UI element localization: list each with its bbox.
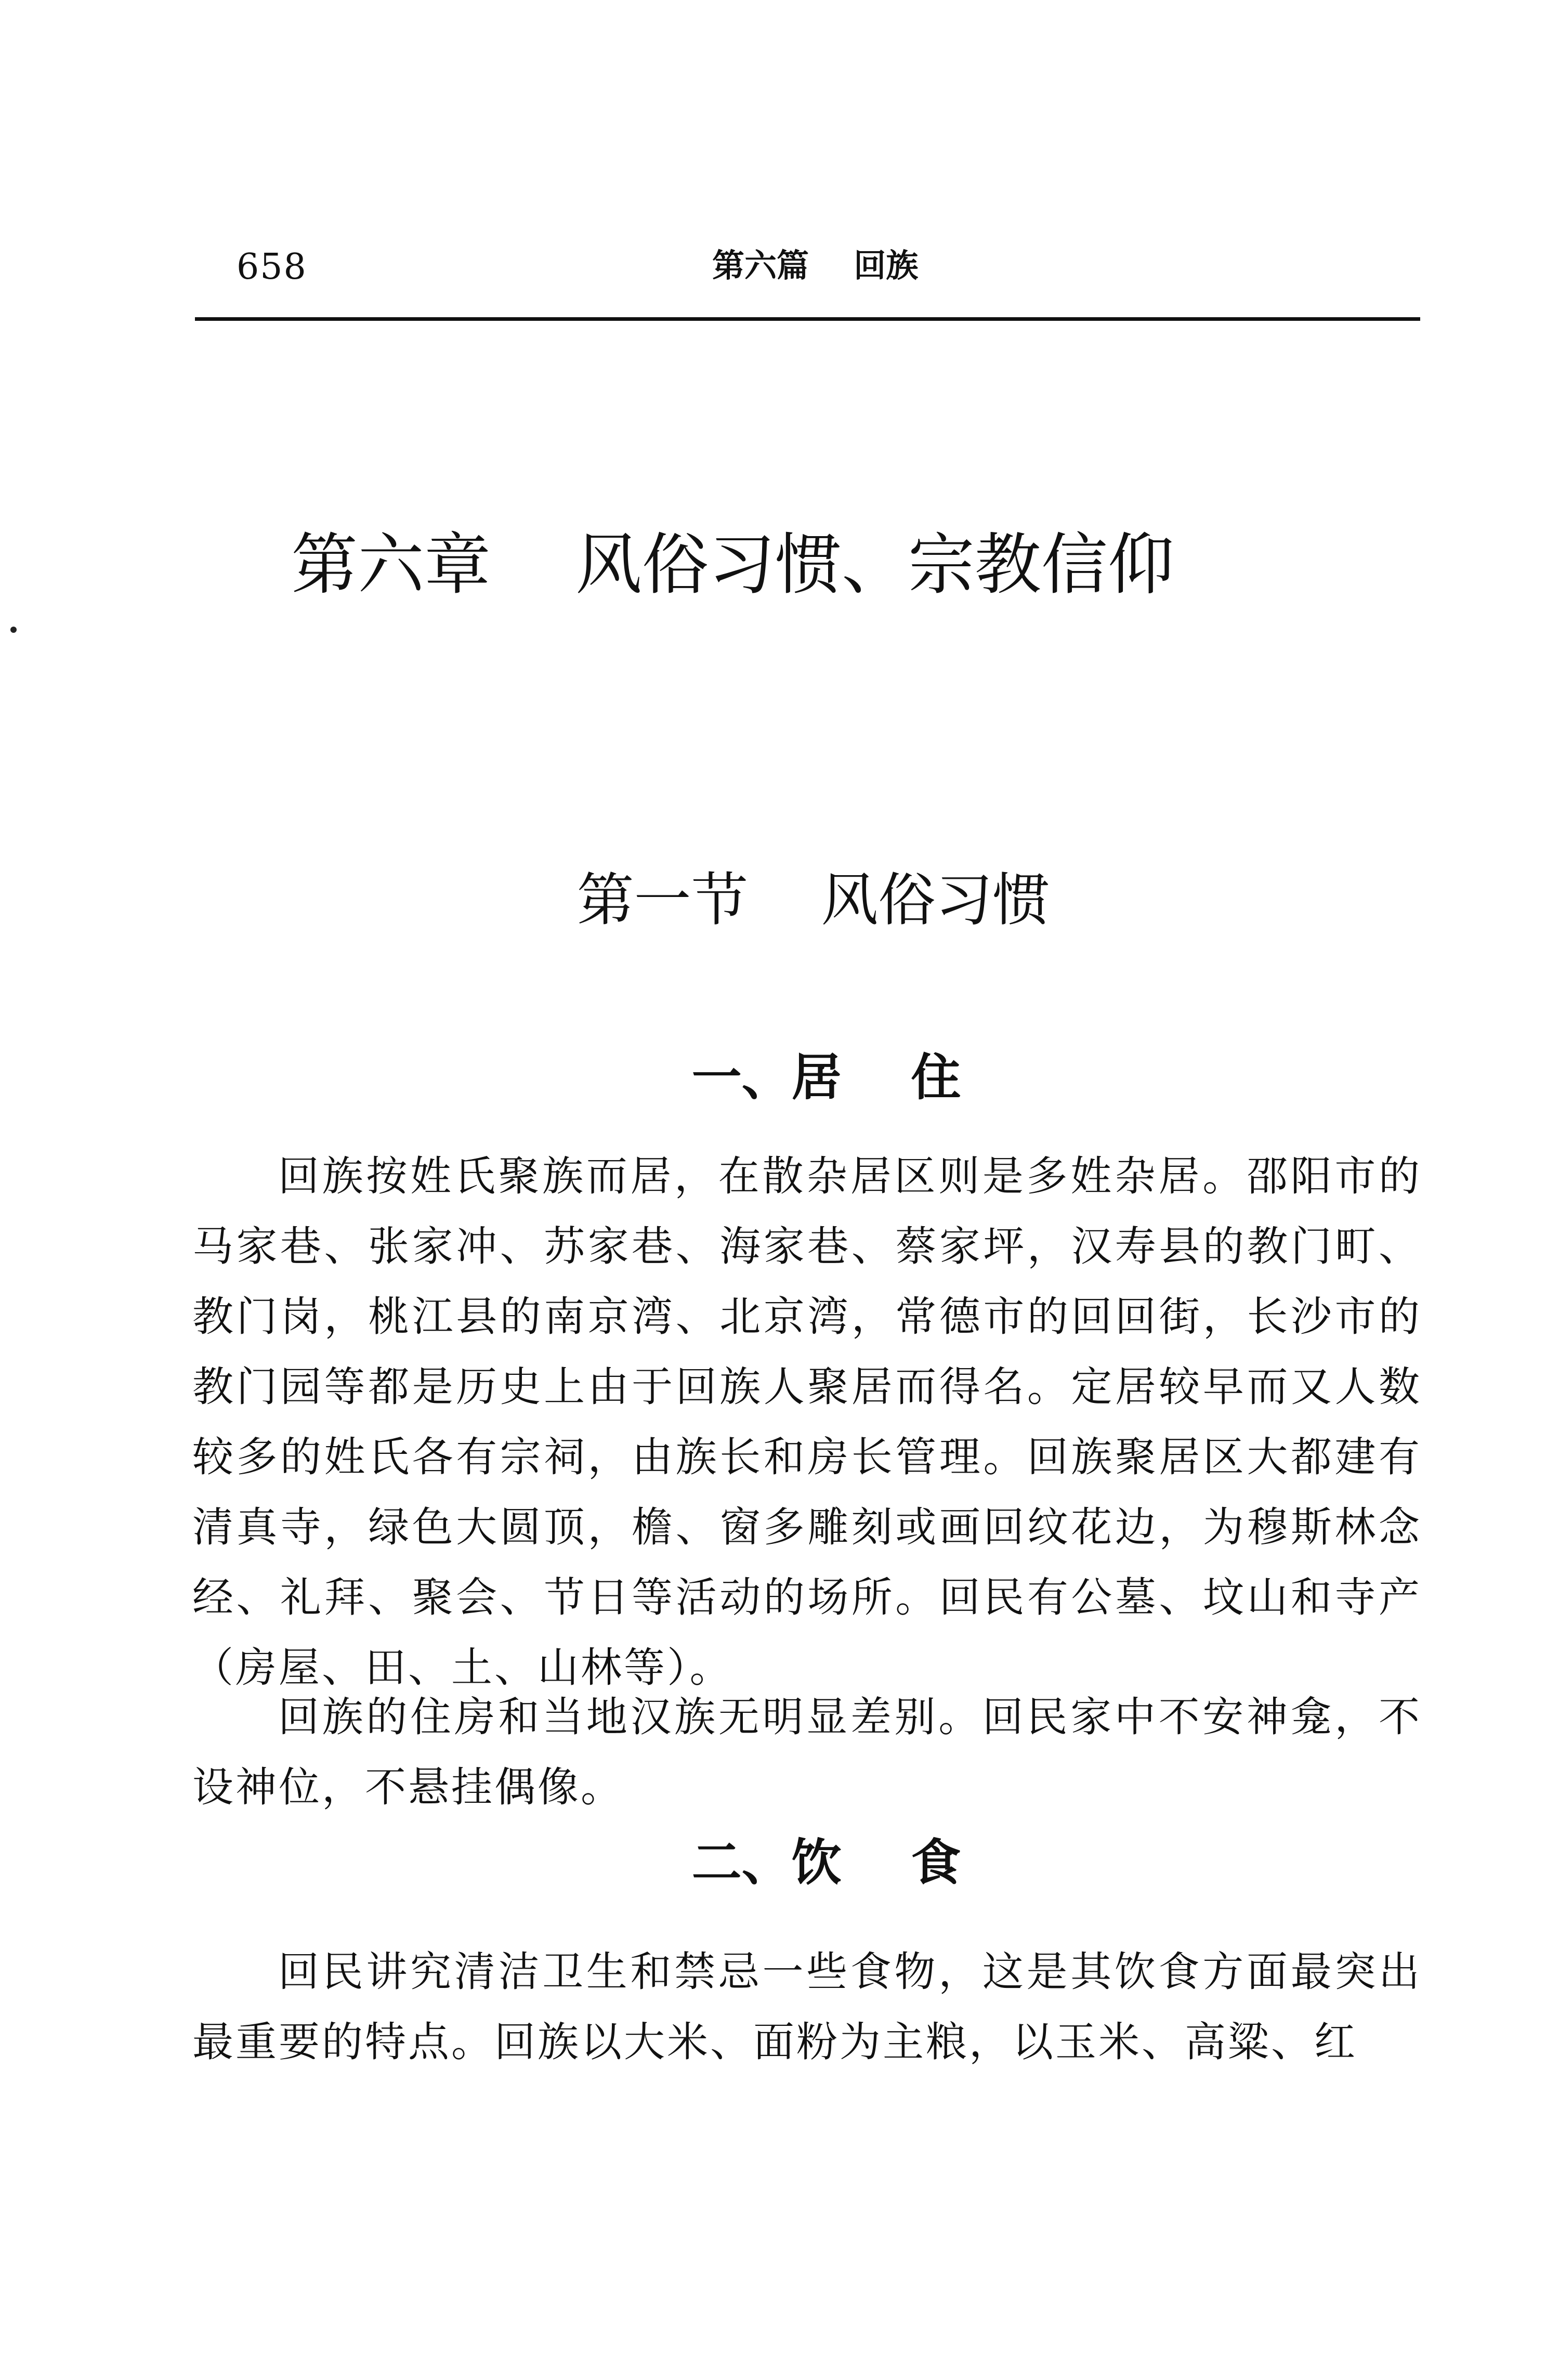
subsection-title-residence: 一、居 住: [691, 1048, 961, 1107]
chapter-title: 第六章 风俗习惯、宗教信仰: [291, 526, 1174, 604]
paragraph: 回族的住房和当地汉族无明显差别。回民家中不安神龛，不设神位，不悬挂偶像。: [192, 1693, 1422, 1811]
scan-speck: [10, 627, 17, 633]
subsection-title-diet: 二、饮 食: [691, 1833, 961, 1892]
section-title: 第一节 风俗习惯: [577, 867, 1050, 933]
page-number: 658: [237, 246, 307, 288]
paragraph: 回族按姓氏聚族而居，在散杂居区则是多姓杂居。邵阳市的马家巷、张家冲、苏家巷、海家巷、蔡家坪，汉寿县的教门町、教门岗，桃江县的南京湾、北京湾，常德市的回回街，长沙市的教门园等都是历史上由于回族人聚居而得名。定居较早而又人数较多的姓氏各有宗祠，由族长和房长管理。回族聚居区大都建有清真寺，绿色大圆顶，檐、窗多雕刻或画回纹花边，为穆斯林念经、礼拜、聚会、节日等活动的场所。回民有公墓、坟山和寺产（房屋、田、土、山林等）。: [192, 1152, 1422, 1692]
header-rule: [195, 317, 1420, 321]
running-head: 第六篇 回族: [712, 246, 919, 284]
paragraph: 回民讲究清洁卫生和禁忌一些食物，这是其饮食方面最突出最重要的特点。回族以大米、面粉为主粮，以玉米、高粱、红: [192, 1948, 1422, 2066]
